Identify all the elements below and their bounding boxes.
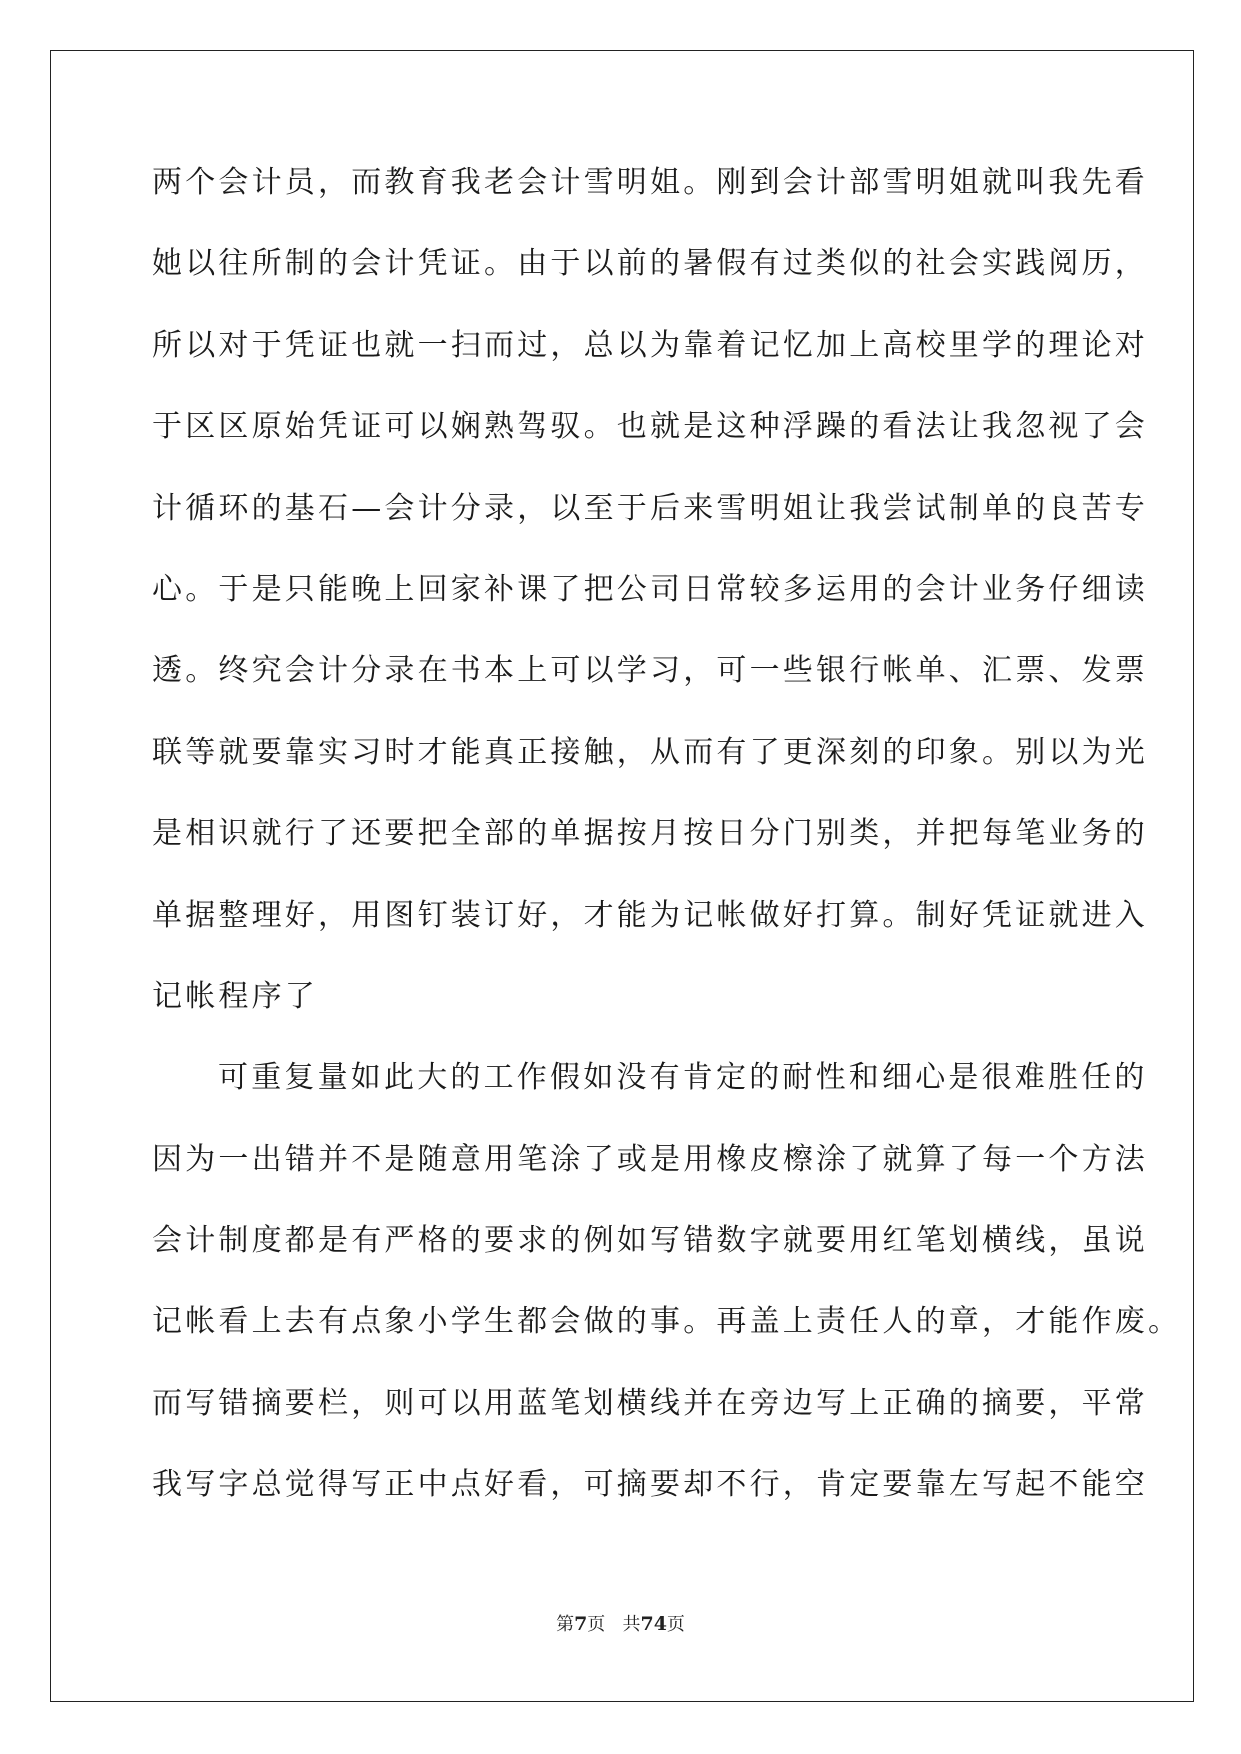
page-footer (0, 1610, 1241, 1636)
text-line: 透。终究会计分录在书本上可以学习，可一些银行帐单、汇票、发票 (152, 653, 1148, 689)
text-line: 记帐看上去有点象小学生都会做的事。再盖上责任人的章，才能作废。 (152, 1304, 1182, 1340)
text-line: 是相识就行了还要把全部的单据按月按日分门别类，并把每笔业务的 (152, 816, 1148, 852)
total-prefix: 共 (622, 1614, 641, 1635)
page-suffix: 页 (587, 1614, 606, 1635)
text-line: 我写字总觉得写正中点好看，可摘要却不行，肯定要靠左写起不能空 (152, 1467, 1148, 1503)
text-line: 单据整理好，用图钉装订好，才能为记帐做好打算。制好凭证就进入 (152, 897, 1148, 933)
paragraph-first-line: 可重复量如此大的工作假如没有肯定的耐性和细心是很难胜任的 (218, 1060, 1148, 1096)
text-line: 联等就要靠实习时才能真正接触，从而有了更深刻的印象。别以为光 (152, 734, 1148, 770)
document-body (152, 163, 1182, 1547)
text-line: 所以对于凭证也就一扫而过，总以为靠着记忆加上高校里学的理论对 (152, 327, 1148, 363)
page-prefix: 第 (556, 1614, 575, 1635)
text-line: 心。于是只能晚上回家补课了把公司日常较多运用的会计业务仔细读 (152, 571, 1148, 607)
total-pages: 74 (640, 1613, 667, 1635)
text-line: 而写错摘要栏，则可以用蓝笔划横线并在旁边写上正确的摘要，平常 (152, 1385, 1148, 1421)
text-line: 因为一出错并不是随意用笔涂了或是用橡皮檫涂了就算了每一个方法 (152, 1141, 1148, 1177)
page-number: 7 (574, 1613, 588, 1635)
text-line: 于区区原始凭证可以娴熟驾驭。也就是这种浮躁的看法让我忽视了会 (152, 409, 1148, 445)
total-suffix: 页 (666, 1614, 685, 1635)
text-line: 计循环的基石—会计分录，以至于后来雪明姐让我尝试制单的良苦专 (152, 490, 1148, 526)
text-line: 两个会计员，而教育我老会计雪明姐。刚到会计部雪明姐就叫我先看 (152, 165, 1148, 200)
text-line: 会计制度都是有严格的要求的例如写错数字就要用红笔划横线，虽说 (152, 1223, 1148, 1259)
text-line: 她以往所制的会计凭证。由于以前的暑假有过类似的社会实践阅历， (152, 246, 1148, 282)
text-line: 记帐程序了 (152, 978, 318, 1014)
